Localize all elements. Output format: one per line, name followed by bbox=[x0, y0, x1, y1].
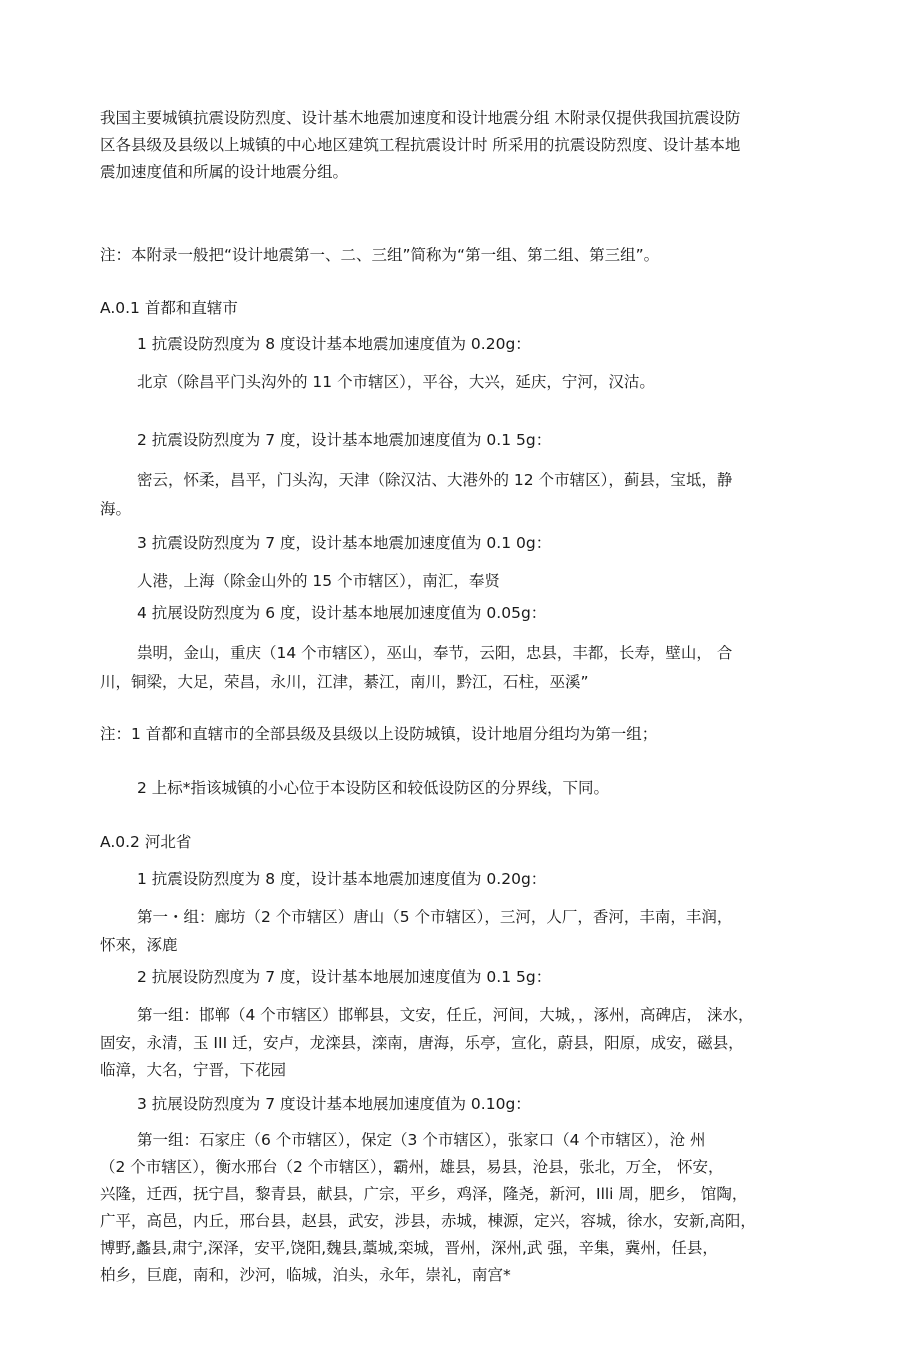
a02-item2-body-line-2: 固安，永清，玉 III 迁，安卢，龙滦县，滦南，唐海，乐亭，宣化，蔚县，阳原，成安，磁县， bbox=[100, 1034, 744, 1052]
a01-item4-body-line-2: 川，铜梁，大足，荣昌，永川，江津，綦江，南川，黔江，石柱，巫溪” bbox=[100, 673, 589, 691]
intro-line-1: 我国主要城镇抗震设防烈度、设计基木地震加速度和设计地震分组 木附录仅提供我国抗震设防 bbox=[100, 109, 741, 127]
a02-item1-body-line-2: 怀來，涿鹿 bbox=[100, 936, 178, 954]
a02-item3-body-line-5: 博野,蠡县,肃宁,深泽，安平,饶阳,魏县,藁城,栾城，晋州，深州,武 强，辛集，冀州，任县， bbox=[100, 1239, 718, 1257]
a02-item3-body-line-6: 柏乡，巨鹿，南和，沙河，临城，泊头，永年，崇礼，南宫* bbox=[100, 1266, 511, 1284]
a02-item3-body-line-4: 广平，高邑，内丘，邢台县，赵县，武安，涉县，赤城，棟源，定兴，容城，徐水，安新,高阳， bbox=[100, 1212, 756, 1230]
a01-item1-title: 1 抗震设防烈度为 8 度设计基本地震加速度值为 0.20g： bbox=[137, 335, 531, 353]
a02-item3-body-line-3: 兴隆，迁西，抚宁昌，黎青县，献县，广宗，平乡，鸡泽，隆尧，新河，Illi 周，肥乡， 馆陶， bbox=[100, 1185, 748, 1203]
a02-item2-body-line-3: 临漳，大名，宁晋，下花园 bbox=[100, 1061, 287, 1079]
a02-item1-body-line-1: 第一・组：廊坊（2 个市辖区）唐山（5 个市辖区），三河，人厂，香河，丰南，丰润， bbox=[137, 908, 733, 926]
a02-item2-body-line-1: 第一组：邯郸（4 个市辖区）邯郸县，文安，任丘，河间，大城，，涿州，高碑店， 涞水， bbox=[137, 1006, 754, 1024]
section-heading-a01: A.0.1 首都和直辖市 bbox=[100, 299, 238, 317]
intro-line-3: 震加速度值和所属的设计地震分组。 bbox=[100, 163, 349, 181]
a02-item2-title: 2 抗展设防烈度为 7 度，设计基本地展加速度值为 0.1 5g： bbox=[137, 968, 552, 986]
a01-note-line-2: 2 上标*指该城镇的小心位于本设防区和较低设防区的分界线，下同。 bbox=[137, 779, 610, 797]
a01-item3-body: 人港，上海（除金山外的 15 个市辖区），南汇，奉贤 bbox=[137, 572, 500, 590]
a02-item3-body-line-1: 第一组：石家庄（6 个市辖区），保定（3 个市辖区），张家口（4 个市辖区），沧 州 bbox=[137, 1131, 706, 1149]
a01-item2-title: 2 抗震设防烈度为 7 度，设计基本地震加速度值为 0.1 5g： bbox=[137, 431, 552, 449]
intro-line-2: 区各县级及县级以上城镇的中心地区建筑工程抗震设计时 所采用的抗震设防烈度、设计基本地 bbox=[100, 136, 741, 154]
appendix-note: 注：本附录一般把“设计地震第一、二、三组”简称为“第一组、第二组、第三组”。 bbox=[100, 246, 660, 264]
a01-item2-body-line-2: 海。 bbox=[100, 500, 132, 518]
a01-item4-body-line-1: 祟明，金山，重庆（14 个市辖区），巫山，奉节，云阳，忠县，丰都，长寿，壁山， 合 bbox=[137, 644, 733, 662]
a02-item3-title: 3 抗展设防烈度为 7 度设计基本地展加速度值为 0.10g： bbox=[137, 1095, 531, 1113]
a01-item1-body: 北京（除昌平门头沟外的 11 个市辖区），平谷，大兴，延庆，宁河，汉沽。 bbox=[137, 373, 655, 391]
section-heading-a02: A.0.2 河北省 bbox=[100, 833, 192, 851]
a02-item3-body-line-2: （2 个市辖区），衡水邢台（2 个市辖区），霸州，雄县，易县，沧县，张北，万全， 怀安， bbox=[100, 1158, 724, 1176]
a01-item4-title: 4 抗展设防烈度为 6 度，设计基本地展加速度值为 0.05g： bbox=[137, 604, 547, 622]
a01-item3-title: 3 抗震设防烈度为 7 度，设计基本地震加速度值为 0.1 0g： bbox=[137, 534, 552, 552]
a01-item2-body-line-1: 密云，怀柔，昌平，门头沟，天津（除汉沽、大港外的 12 个市辖区），蓟县，宝坻，静 bbox=[137, 471, 733, 489]
a02-item1-title: 1 抗震设防烈度为 8 度，设计基本地震加速度值为 0.20g： bbox=[137, 870, 547, 888]
a01-note-line-1: 注：1 首都和直辖市的全部县级及县级以上设防城镇，设计地眉分组均为第一组； bbox=[100, 725, 658, 743]
